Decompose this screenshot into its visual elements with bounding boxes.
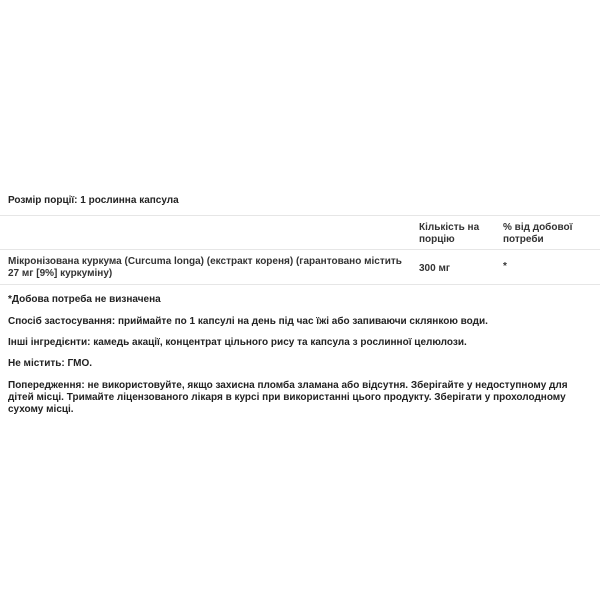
footnote: *Добова потреба не визначена [8, 294, 161, 305]
free-of: Не містить: ГМО. [8, 358, 93, 369]
warnings: Попередження: не використовуйте, якщо захисна пломба зламана або відсутня. Зберігайте у недоступному для дітей місці. Тримайте ліцензованого лікаря в курсі при використанні цього продукту. Зберігати у прохолодному сухому місці. [8, 380, 568, 415]
column-header-amount: Кількість на порцію [419, 222, 480, 245]
ingredient-name: Мікронізована куркума (Curcuma longa) (екстракт кореня) (гарантовано містить 27 мг [9%] куркуміну) [8, 256, 402, 279]
column-header-daily-value: % від добової потреби [503, 222, 573, 245]
other-ingredients: Інші інгредієнти: камедь акації, концентрат цільного рису та капсула з рослинної целюлози. [8, 337, 467, 348]
table-bottom-divider [0, 284, 600, 285]
table-top-divider [0, 215, 600, 216]
ingredient-amount: 300 мг [419, 263, 451, 274]
serving-size: Розмір порції: 1 рослинна капсула [8, 195, 179, 206]
ingredient-daily-value: * [503, 261, 507, 272]
directions: Спосіб застосування: приймайте по 1 капсулі на день під час їжі або запиваючи склянкою води. [8, 316, 488, 327]
table-header-divider [0, 249, 600, 250]
